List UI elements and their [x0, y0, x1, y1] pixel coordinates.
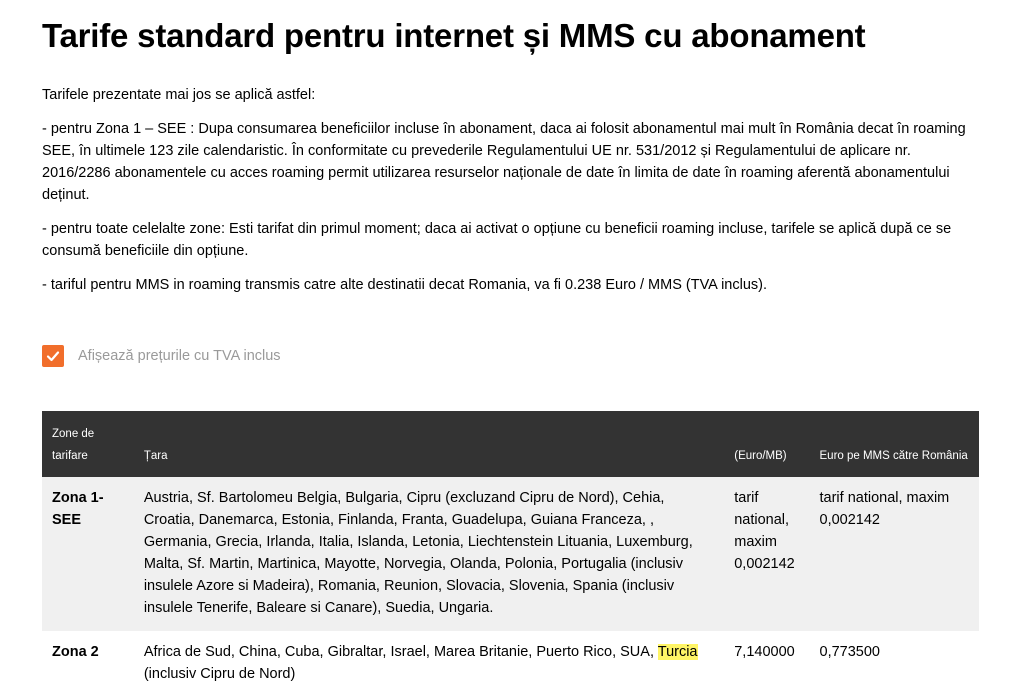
- zone-name: Zona 1-SEE: [42, 477, 134, 631]
- zone-name: Zona 2: [42, 631, 134, 697]
- header-zone: Zone de tarifare: [42, 411, 134, 477]
- mms-price: tarif national, maxim 0,002142: [810, 477, 980, 631]
- data-price: 7,140000: [724, 631, 809, 697]
- table-row: [42, 477, 979, 631]
- intro-paragraph: Tarifele prezentate mai jos se aplică astfel:: [42, 87, 316, 103]
- tariff-intro: [42, 84, 982, 308]
- table-header: [42, 411, 979, 477]
- vat-checkbox[interactable]: [42, 345, 64, 367]
- zone-countries: Austria, Sf. Bartolomeu Belgia, Bulgaria, Cipru (excluzand Cipru de Nord), Cehia, Croatia, Danemarca, Estonia, Finlanda, Franta, Guadelupa, Guiana Franceza, , Germania, Grecia, Irlanda, Italia, Islanda, Letonia, Liechtenstein Lituania, Luxemburg, Malta, Sf. Martin, Martinica, Mayotte, Norvegia, Olanda, Polonia, Portugalia (inclusiv insulele Azore si Madeira), Romania, Reunion, Slovacia, Slovenia, Spania (inclusiv insulele Tenerife, Baleare si Canare), Suedia, Ungaria.: [134, 477, 724, 631]
- vat-toggle[interactable]: [42, 345, 281, 367]
- data-price: tarif national, maxim 0,002142: [724, 477, 809, 631]
- header-mms-price: Euro pe MMS către România: [810, 411, 980, 477]
- header-data-price: (Euro/MB): [724, 411, 809, 477]
- intro-paragraph-mms: - tariful pentru MMS in roaming transmis catre alte destinatii decat Romania, va fi 0.238 Euro / MMS (TVA inclus).: [42, 277, 768, 293]
- intro-paragraph-other-zones: - pentru toate celelalte zone: Esti tarifat din primul moment; daca ai activat o opțiune cu beneficii roaming incluse, tarifele se aplică după ce se consumă beneficiile din opțiune.: [42, 221, 952, 259]
- checkmark-icon: [46, 349, 60, 363]
- header-country: Țara: [134, 411, 724, 477]
- highlighted-country: Turcia: [657, 644, 698, 660]
- intro-paragraph-zone1: - pentru Zona 1 – SEE : Dupa consumarea beneficiilor incluse în abonament, daca ai folosit abonamentul mai mult în România decat în roaming SEE, în ultimele 123 zile calendaristic. În conformitate cu prevederile Regulamentului UE nr. 531/2012 și Regulamentului de aplicare nr. 2016/2286 abonamentele cu acces roaming permit utilizarea resurselor naționale de date în limita de date în roaming aferentă abonamentului deținut.: [42, 121, 966, 203]
- countries-text: Africa de Sud, China, Cuba, Gibraltar, Israel, Marea Britanie, Puerto Rico, SUA,: [143, 644, 658, 660]
- page-title: Tarife standard pentru internet și MMS cu abonament: [42, 17, 866, 54]
- zone-countries: [134, 631, 724, 697]
- vat-label: Afișează prețurile cu TVA inclus: [78, 348, 281, 364]
- table-row: [42, 631, 979, 697]
- countries-text-suffix: (inclusiv Cipru de Nord): [143, 666, 296, 682]
- mms-price: 0,773500: [810, 631, 980, 697]
- tariff-table: [42, 411, 979, 697]
